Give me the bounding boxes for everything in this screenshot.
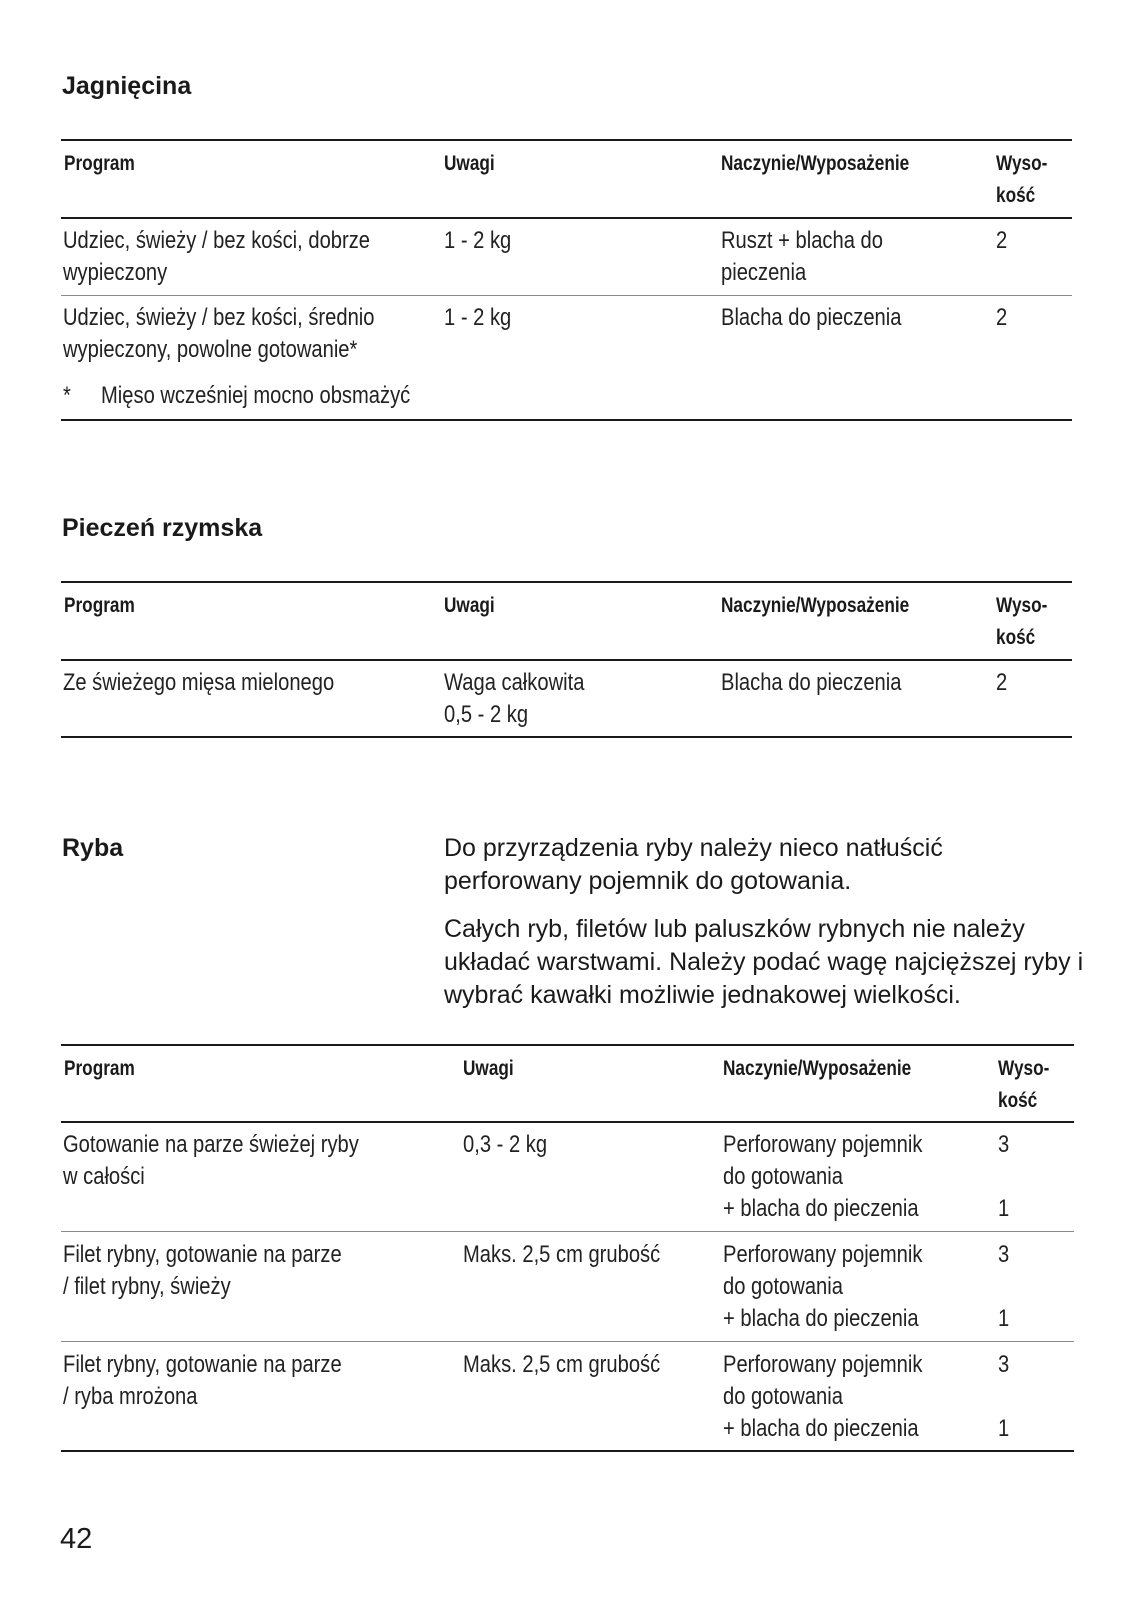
fish-intro-paragraph: Do przyrządzenia ryby należy nieco natłuścić perforowany pojemnik do gotowania. [444, 834, 943, 895]
footnote-text: Mięso wcześniej mocno obsmażyć [101, 382, 411, 409]
lamb-table-top-rule [61, 139, 1072, 141]
lamb-header-height-line2: kość [996, 184, 1036, 207]
meatloaf-table-top-rule [61, 581, 1072, 583]
table-cell-program: Udziec, świeży / bez kości, dobrze wypieczony [63, 227, 371, 286]
table-cell-dish: Ruszt + blacha do pieczenia [721, 227, 883, 286]
lamb-header-rule [61, 217, 1072, 219]
lamb-header-dish: Naczynie/Wyposażenie [721, 152, 910, 175]
table-cell-height: 2 [996, 227, 1008, 254]
meatloaf-header-notes: Uwagi [444, 594, 495, 617]
fish-table-top-rule [61, 1044, 1074, 1046]
lamb-row-rule [61, 295, 1072, 296]
table-cell-program: Filet rybny, gotowanie na parze / ryba mrożona [63, 1351, 342, 1410]
fish-instructions-paragraph: Całych ryb, filetów lub paluszków rybnych nie należy układać warstwami. Należy podać wagę najcięższej ryby i wybrać kawałki możliwie jednakowej wielkości. [444, 915, 1084, 1009]
fish-row-rule [61, 1231, 1074, 1232]
table-cell-notes: Waga całkowita 0,5 - 2 kg [444, 669, 585, 728]
table-cell-height: 2 [996, 669, 1008, 696]
table-cell-dish: Perforowany pojemnik do gotowania + blacha do pieczenia [723, 1131, 923, 1222]
meatloaf-header-dish: Naczynie/Wyposażenie [721, 594, 910, 617]
table-cell-dish: Perforowany pojemnik do gotowania + blacha do pieczenia [723, 1241, 923, 1332]
table-cell-notes: Maks. 2,5 cm grubość [463, 1351, 661, 1378]
table-cell-height: 2 [996, 304, 1008, 331]
table-cell-notes: 1 - 2 kg [444, 304, 512, 331]
table-cell-height: 3 1 [998, 1351, 1010, 1442]
fish-header-dish: Naczynie/Wyposażenie [723, 1057, 912, 1080]
fish-header-program: Program [64, 1057, 135, 1080]
lamb-header-height [996, 148, 1047, 212]
meatloaf-table-bottom-rule [61, 736, 1072, 738]
fish-header-notes: Uwagi [463, 1057, 514, 1080]
lamb-table-bottom-rule [61, 419, 1072, 421]
meatloaf-header-program: Program [64, 594, 135, 617]
table-cell-dish: Blacha do pieczenia [721, 304, 902, 331]
table-cell-height: 3 1 [998, 1131, 1010, 1222]
fish-row-rule [61, 1341, 1074, 1342]
footnote-mark: * [63, 382, 71, 409]
page-number: 42 [60, 1523, 93, 1555]
table-cell-notes: Maks. 2,5 cm grubość [463, 1241, 661, 1268]
fish-header-height: Wyso- kość [998, 1057, 1050, 1112]
meatloaf-header-rule [61, 659, 1072, 661]
table-cell-program: Filet rybny, gotowanie na parze / filet rybny, świeży [63, 1241, 342, 1300]
lamb-header-program: Program [64, 152, 135, 175]
table-cell-program: Udziec, świeży / bez kości, średnio wypieczony, powolne gotowanie* [63, 304, 375, 363]
table-cell-program: Gotowanie na parze świeżej ryby w całości [63, 1131, 359, 1190]
table-cell-notes: 0,3 - 2 kg [463, 1131, 548, 1158]
meatloaf-section-title: Pieczeń rzymska [62, 514, 263, 542]
lamb-header-height-line1: Wyso- [996, 152, 1048, 175]
table-cell-notes: 1 - 2 kg [444, 227, 512, 254]
lamb-section-title: Jagnięcina [62, 72, 192, 100]
fish-header-rule [61, 1121, 1074, 1123]
fish-table-bottom-rule [61, 1450, 1074, 1452]
lamb-header-notes: Uwagi [444, 152, 495, 175]
meatloaf-header-height: Wyso- kość [996, 594, 1048, 649]
fish-section-title: Ryba [62, 834, 124, 862]
table-cell-dish: Blacha do pieczenia [721, 669, 902, 696]
table-cell-dish: Perforowany pojemnik do gotowania + blacha do pieczenia [723, 1351, 923, 1442]
table-cell-height: 3 1 [998, 1241, 1010, 1332]
table-cell-program: Ze świeżego mięsa mielonego [63, 669, 335, 696]
